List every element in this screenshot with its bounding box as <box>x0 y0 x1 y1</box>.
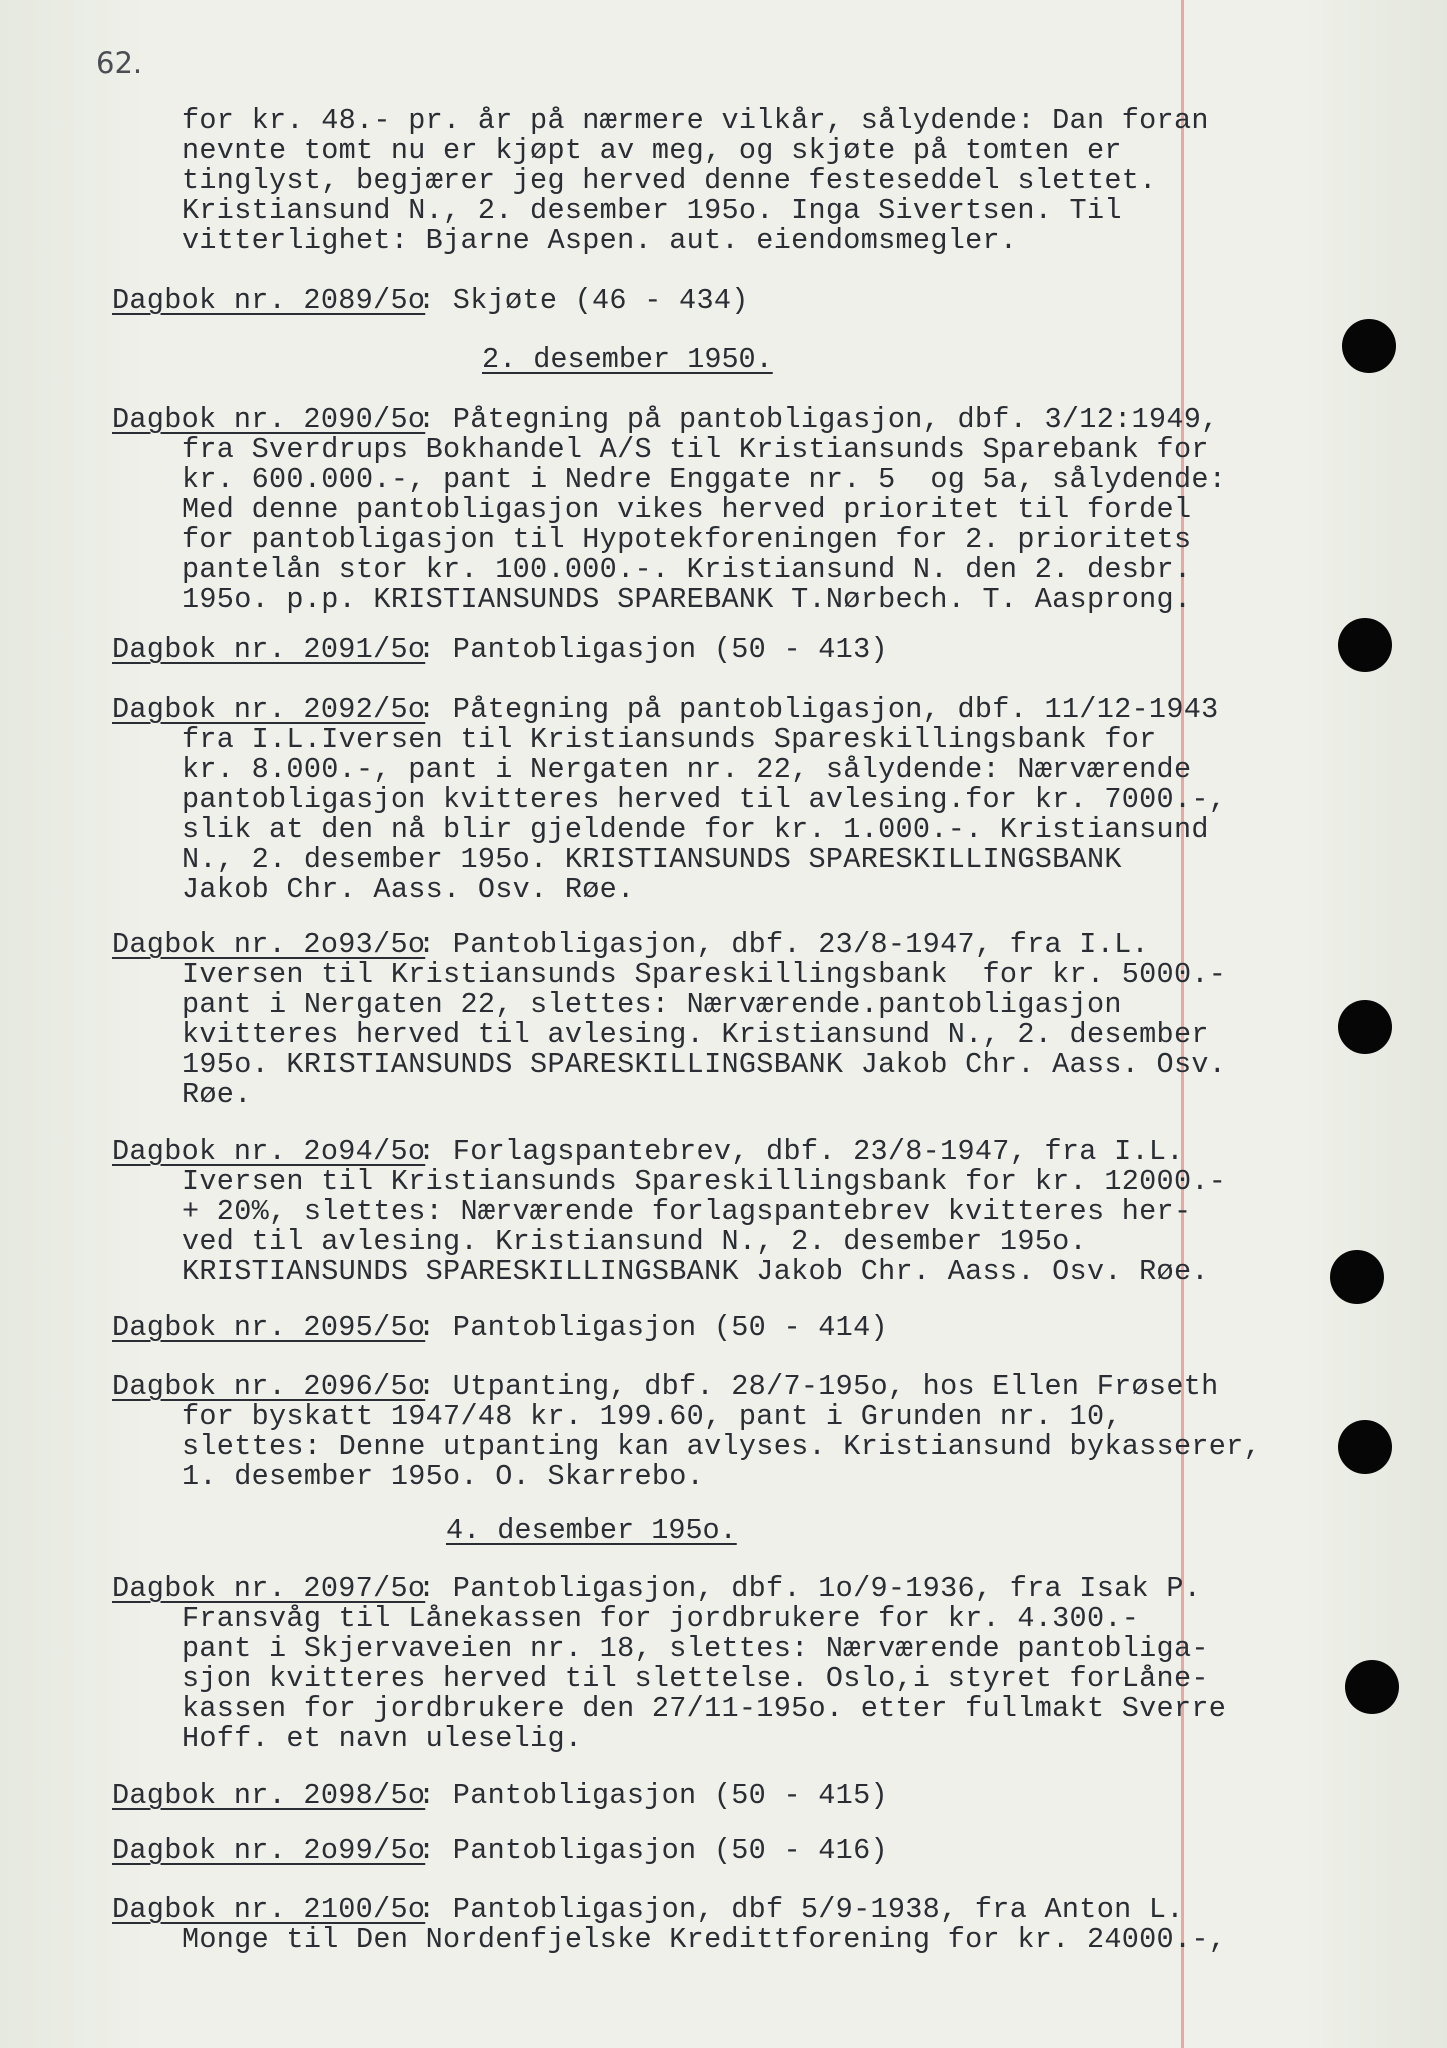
entry-text: : Påtegning på pantobligasjon, dbf. 3/12:1949, <box>418 403 1219 436</box>
punch-hole <box>1338 1000 1392 1054</box>
punch-hole <box>1330 1250 1384 1304</box>
entry-text: Med denne pantobligasjon vikes herved prioritet til fordel <box>182 493 1192 526</box>
entry-text: pantobligasjon kvitteres herved til avlesing.for kr. 7000.-, <box>182 783 1227 816</box>
entry-text: : Pantobligasjon (50 - 415) <box>418 1779 888 1812</box>
entry-text: ved til avlesing. Kristiansund N., 2. desember 195o. <box>182 1225 1087 1258</box>
entry-text: slik at den nå blir gjeldende for kr. 1.000.-. Kristiansund <box>182 813 1209 846</box>
entry-text: : Pantobligasjon, dbf 5/9-1938, fra Anton L. <box>418 1893 1184 1926</box>
entry-text: sjon kvitteres herved til slettelse. Oslo,i styret forLåne- <box>182 1662 1209 1695</box>
entry-ref: Dagbok nr. 2o99/5o <box>112 1834 426 1867</box>
entry-text: Iversen til Kristiansunds Spareskillingsbank for kr. 12000.- <box>182 1165 1227 1198</box>
entry-text: fra I.L.Iversen til Kristiansunds Spareskillingsbank for <box>182 723 1157 756</box>
entry-text: Røe. <box>182 1078 252 1111</box>
text-line: tinglyst, begjærer jeg herved denne festeseddel slettet. <box>182 164 1157 197</box>
entry-text: 195o. KRISTIANSUNDS SPARESKILLINGSBANK Jakob Chr. Aass. Osv. <box>182 1048 1227 1081</box>
entry-text: 195o. p.p. KRISTIANSUNDS SPAREBANK T.Nørbech. T. Aasprong. <box>182 583 1192 616</box>
entry-text: : Pantobligasjon, dbf. 1o/9-1936, fra Isak P. <box>418 1572 1202 1605</box>
entry-text: pant i Skjervaveien nr. 18, slettes: Nærværende pantobliga- <box>182 1632 1209 1665</box>
punch-hole <box>1345 1660 1399 1714</box>
entry-text: kassen for jordbrukere den 27/11-195o. etter fullmakt Sverre <box>182 1692 1227 1725</box>
entry-text: for byskatt 1947/48 kr. 199.60, pant i Grunden nr. 10, <box>182 1400 1122 1433</box>
entry-ref: Dagbok nr. 2095/5o <box>112 1311 426 1344</box>
entry-ref: Dagbok nr. 2097/5o <box>112 1572 426 1605</box>
entry-text: : Pantobligasjon (50 - 414) <box>418 1311 888 1344</box>
entry-text: : Skjøte (46 - 434) <box>418 284 749 317</box>
entry-text: N., 2. desember 195o. KRISTIANSUNDS SPARESKILLINGSBANK <box>182 843 1122 876</box>
text-line: nevnte tomt nu er kjøpt av meg, og skjøte på tomten er <box>182 134 1122 167</box>
punch-hole <box>1342 319 1396 373</box>
entry-text: pant i Nergaten 22, slettes: Nærværende.pantobligasjon <box>182 988 1122 1021</box>
entry-text: slettes: Denne utpanting kan avlyses. Kristiansund bykasserer, <box>182 1430 1261 1463</box>
entry-text: fra Sverdrups Bokhandel A/S til Kristiansunds Sparebank for <box>182 433 1209 466</box>
entry-text: Iversen til Kristiansunds Spareskillingsbank for kr. 5000.- <box>182 958 1227 991</box>
entry-text: : Påtegning på pantobligasjon, dbf. 11/12-1943 <box>418 693 1219 726</box>
entry-text: 1. desember 195o. O. Skarrebo. <box>182 1460 705 1493</box>
entry-text: : Forlagspantebrev, dbf. 23/8-1947, fra I.L. <box>418 1135 1184 1168</box>
entry-text: for pantobligasjon til Hypotekforeningen for 2. prioritets <box>182 523 1192 556</box>
date-heading: 2. desember 1950. <box>482 343 773 376</box>
page-number: 62. <box>96 46 143 80</box>
entry-text: kvitteres herved til avlesing. Kristiansund N., 2. desember <box>182 1018 1209 1051</box>
entry-ref: Dagbok nr. 2091/5o <box>112 633 426 666</box>
entry-ref: Dagbok nr. 2o93/5o <box>112 928 426 961</box>
entry-ref: Dagbok nr. 2090/5o <box>112 403 426 436</box>
date-heading: 4. desember 195o. <box>446 1514 737 1547</box>
entry-text: kr. 8.000.-, pant i Nergaten nr. 22, sålydende: Nærværende <box>182 753 1192 786</box>
entry-text: Hoff. et navn uleselig. <box>182 1722 583 1755</box>
entry-text: : Pantobligasjon (50 - 416) <box>418 1834 888 1867</box>
entry-text: : Utpanting, dbf. 28/7-195o, hos Ellen Frøseth <box>418 1370 1219 1403</box>
text-line: Kristiansund N., 2. desember 195o. Inga Sivertsen. Til <box>182 194 1122 227</box>
entry-ref: Dagbok nr. 2098/5o <box>112 1779 426 1812</box>
entry-text: : Pantobligasjon (50 - 413) <box>418 633 888 666</box>
entry-text: Jakob Chr. Aass. Osv. Røe. <box>182 873 635 906</box>
entry-ref: Dagbok nr. 2092/5o <box>112 693 426 726</box>
text-line: vitterlighet: Bjarne Aspen. aut. eiendomsmegler. <box>182 224 1018 257</box>
entry-text: kr. 600.000.-, pant i Nedre Enggate nr. 5 og 5a, sålydende: <box>182 463 1227 496</box>
text-line: for kr. 48.- pr. år på nærmere vilkår, sålydende: Dan foran <box>182 104 1209 137</box>
entry-text: KRISTIANSUNDS SPARESKILLINGSBANK Jakob Chr. Aass. Osv. Røe. <box>182 1255 1209 1288</box>
entry-ref: Dagbok nr. 2096/5o <box>112 1370 426 1403</box>
entry-text: pantelån stor kr. 100.000.-. Kristiansund N. den 2. desbr. <box>182 553 1192 586</box>
entry-text: + 20%, slettes: Nærværende forlagspantebrev kvitteres her- <box>182 1195 1192 1228</box>
entry-ref: Dagbok nr. 2100/5o <box>112 1893 426 1926</box>
punch-hole <box>1338 618 1392 672</box>
punch-hole <box>1338 1420 1392 1474</box>
entry-text: Fransvåg til Lånekassen for jordbrukere for kr. 4.300.- <box>182 1602 1140 1635</box>
entry-ref: Dagbok nr. 2o94/5o <box>112 1135 426 1168</box>
entry-text: : Pantobligasjon, dbf. 23/8-1947, fra I.L. <box>418 928 1149 961</box>
entry-ref: Dagbok nr. 2089/5o <box>112 284 426 317</box>
entry-text: Monge til Den Nordenfjelske Kredittforening for kr. 24000.-, <box>182 1923 1227 1956</box>
